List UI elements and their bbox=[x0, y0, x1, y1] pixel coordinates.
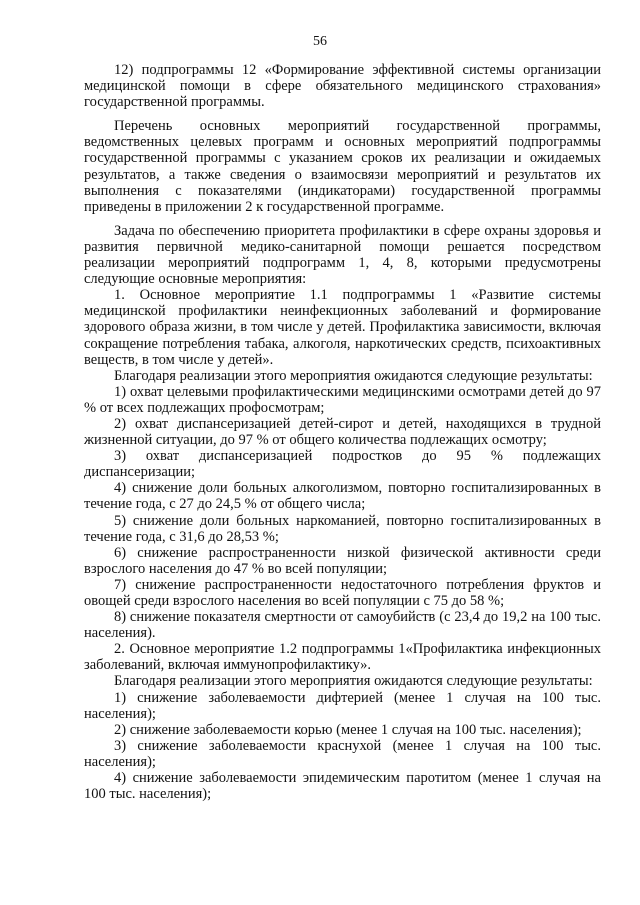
paragraph-list-of-measures: Перечень основных мероприятий государственной программы, ведомственных целевых программ и основных мероприятий подпрограммы государственной программы с указанием сроков их реализации и ожидаемых результатов, а также сведения о взаимосвязи мероприятий и результатов их выполнения с показателями (индикаторами) государственной программы приведены в приложении 2 к государственной программе. bbox=[84, 118, 601, 215]
immuno-result-item-3: 3) снижение заболеваемости краснухой (менее 1 случая на 100 тыс. населения); bbox=[84, 737, 601, 770]
paragraph-prevention-task: Задача по обеспечению приоритета профилактики в сфере охраны здоровья и развития первичной медико-санитарной помощи решается посредством реализации мероприятий подпрограмм 1, 4, 8, которыми предусмотрены следующие основные мероприятия: bbox=[84, 222, 601, 288]
paragraph-measure-1-2: 2. Основное мероприятие 1.2 подпрограммы 1«Профилактика инфекционных заболеваний, включая иммунопрофилактику». bbox=[84, 641, 601, 674]
result-item-1: 1) охват целевыми профилактическими медицинскими осмотрами детей до 97 % от всех подлежащих профосмотрам; bbox=[84, 383, 601, 416]
result-item-3: 3) охват диспансеризацией подростков до 95 % подлежащих диспансеризации; bbox=[84, 448, 601, 481]
page-number: 56 bbox=[313, 34, 327, 49]
paragraph-expected-results-1: Благодаря реализации этого мероприятия ожидаются следующие результаты: bbox=[114, 367, 593, 384]
result-item-8: 8) снижение показателя смертности от самоубийств (с 23,4 до 19,2 на 100 тыс. населения). bbox=[84, 609, 601, 642]
result-item-5: 5) снижение доли больных наркоманией, повторно госпитализированных в течение года, с 31,6 до 28,53 %; bbox=[84, 512, 601, 545]
paragraph-expected-results-2: Благодаря реализации этого мероприятия ожидаются следующие результаты: bbox=[114, 673, 593, 690]
paragraph-subprogram-12: 12) подпрограммы 12 «Формирование эффективной системы организации медицинской помощи в сфере обязательного медицинского страхования» государственной программы. bbox=[84, 62, 601, 111]
result-item-7: 7) снижение распространенности недостаточного потребления фруктов и овощей среди взрослого населения во всей популяции с 75 до 58 %; bbox=[84, 576, 601, 609]
result-item-4: 4) снижение доли больных алкоголизмом, повторно госпитализированных в течение года, с 27 до 24,5 % от общего числа; bbox=[84, 480, 601, 513]
immuno-result-item-4: 4) снижение заболеваемости эпидемическим паротитом (менее 1 случая на 100 тыс. населения); bbox=[84, 770, 601, 803]
paragraph-measure-1-1: 1. Основное мероприятие 1.1 подпрограммы 1 «Развитие системы медицинской профилактики неинфекционных заболеваний и формирование здорового образа жизни, в том числе у детей. Профилактика зависимости, включая сокращение потребления табака, алкоголя, наркотических средств, психоактивных веществ, в том числе у детей». bbox=[84, 287, 601, 368]
immuno-result-item-1: 1) снижение заболеваемости дифтерией (менее 1 случая на 100 тыс. населения); bbox=[84, 689, 601, 722]
document-body bbox=[84, 62, 601, 802]
result-item-2: 2) охват диспансеризацией детей-сирот и детей, находящихся в трудной жизненной ситуации, до 97 % от общего количества подлежащих осмотру; bbox=[84, 415, 601, 449]
result-item-6: 6) снижение распространенности низкой физической активности среди взрослого населения до 47 % во всей популяции; bbox=[84, 544, 601, 577]
immuno-result-item-2: 2) снижение заболеваемости корью (менее 1 случая на 100 тыс. населения); bbox=[114, 721, 582, 738]
